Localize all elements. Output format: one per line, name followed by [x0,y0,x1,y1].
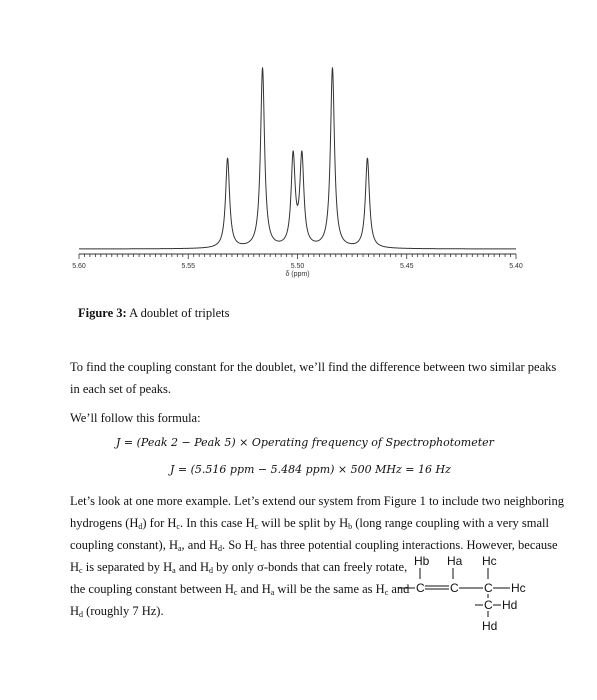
spectrum-trace [79,67,516,248]
nmr-spectrum-chart [0,0,597,300]
paragraph-3-line-1: Let’s look at one more example. Let’s extend our system from Figure 1 to include two neighboring [70,494,564,508]
paragraph-3-line-5: the coupling constant between $H_c$ and $H_a$ will be the same as $H_c$ and [70,582,410,597]
x-tick-label: 5.60 [72,263,86,270]
hb-label: Hb [414,554,430,568]
ha-label: Ha [447,554,463,568]
x-axis-tick-labels [72,263,523,270]
paragraph-3-line-6: $H_d$ (roughly 7 Hz). [70,604,164,619]
x-axis-label: δ (ppm) [285,271,310,278]
paragraph-3-line-4: $H_c$ is separated by $H_a$ and $H_d$ by only σ-bonds that can freely rotate, [70,560,408,575]
x-tick-label: 5.40 [509,263,523,270]
caption-label: Figure 3: [78,306,127,320]
molecule-structure-diagram [390,552,560,642]
paragraph-3-line-2: hydrogens $(H_d)$ for $H_c$. In this case $H_c$ will be split by $H_b$ (long range coupling with a very small [70,516,549,531]
paragraph-2: We’ll follow this formula: [70,411,201,425]
figure-caption [78,306,230,321]
carbon-4: C [484,598,493,612]
formula-numeric: J = (5.516 ppm − 5.484 ppm) × 500 MHz = 16 Hz [170,463,451,476]
x-tick-label: 5.55 [181,263,196,270]
x-axis-ticks [79,254,516,259]
carbon-2: C [450,581,459,595]
hc-top-label: Hc [482,554,497,568]
caption-text: A doublet of triplets [126,306,230,320]
hc-right-label: Hc [511,581,526,595]
x-tick-label: 5.50 [290,263,305,270]
x-tick-label: 5.45 [399,263,414,270]
hd-bottom-label: Hd [482,619,498,633]
formula-general: J = (Peak 2 − Peak 5) × Operating frequency of Spectrophotometer [116,436,494,449]
carbon-3: C [484,581,493,595]
paragraph-3-line-3: coupling constant), $H_a$, and $H_d$. So $H_c$ has three potential coupling interactions. However, because [70,538,558,553]
paragraph-1-line-1: To find the coupling constant for the doublet, we’ll find the difference between two similar peaks [70,360,557,374]
hd-right-label: Hd [502,598,518,612]
carbon-1: C [416,581,425,595]
paragraph-1-line-2: in each set of peaks. [70,382,172,396]
